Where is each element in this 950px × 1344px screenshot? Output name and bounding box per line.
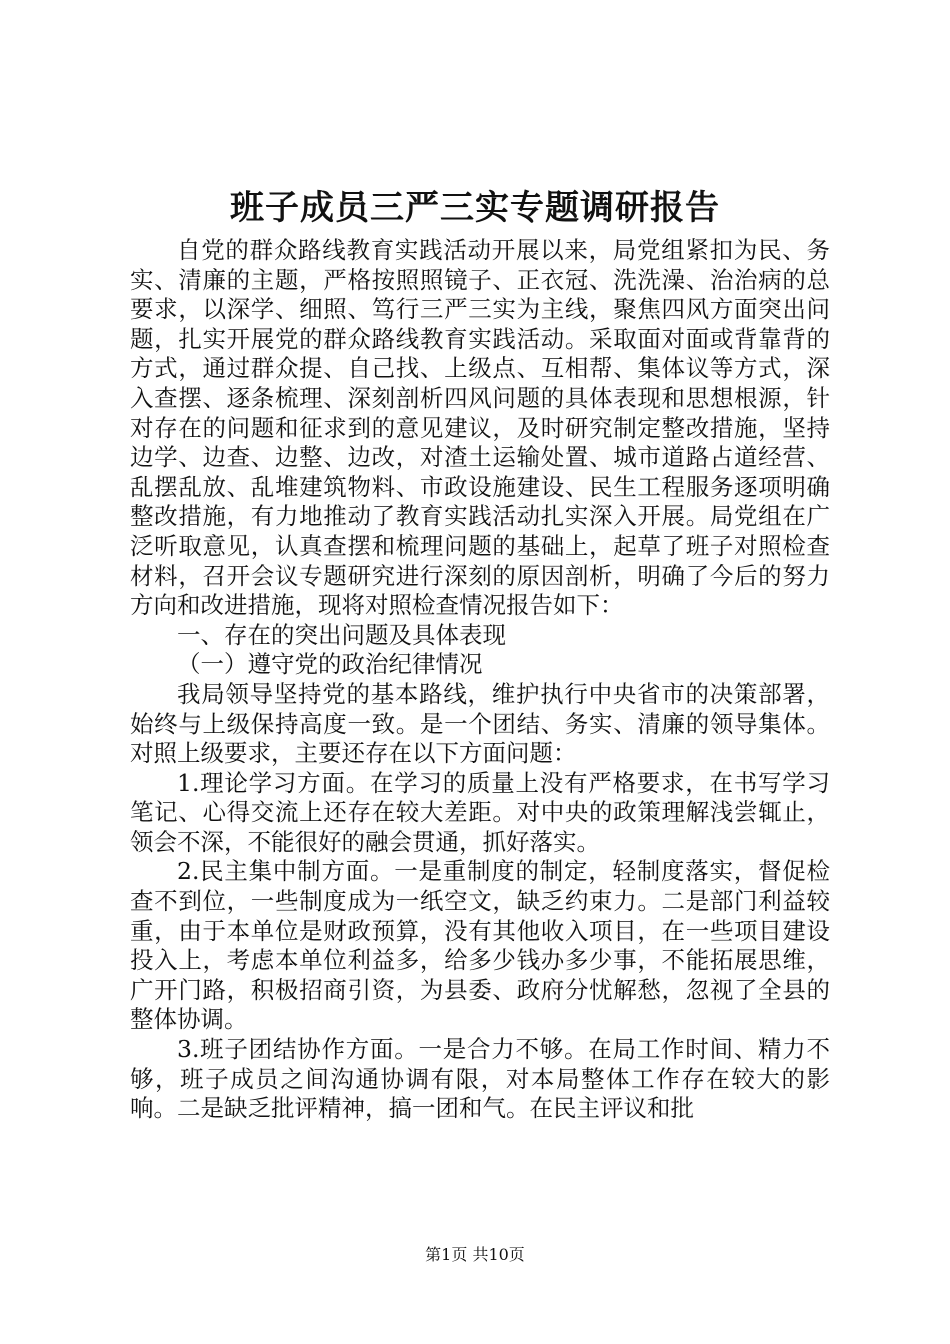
paragraph-intro: 自党的群众路线教育实践活动开展以来，局党组紧扣为民、务实、清廉的主题，严格按照照镜子、正衣冠、洗洗澡、治治病的总要求，以深学、细照、笃行三严三实为主线，聚焦四风方面突出问题，扎实开展党的群众路线教育实践活动。采取面对面或背靠背的方式，通过群众提、自己找、上级点、互相帮、集体议等方式，深入查摆、逐条梳理、深刻剖析四风问题的具体表现和思想根源，针对存在的问题和征求到的意见建议，及时研究制定整改措施，坚持边学、边查、边整、边改，对渣土运输处置、城市道路占道经营、乱摆乱放、乱堆建筑物料、市政设施建设、民生工程服务逐项明确整改措施，有力地推动了教育实践活动扎实深入开展。局党组在广泛听取意见，认真查摆和梳理问题的基础上，起草了班子对照检查材料，召开会议专题研究进行深刻的原因剖析，明确了今后的努力方向和改进措施，现将对照检查情况报告如下：	[130, 236, 830, 620]
paragraph-item-1: 1.理论学习方面。在学习的质量上没有严格要求，在书写学习笔记、心得交流上还存在较大差距。对中央的政策理解浅尝辄止，领会不深，不能很好的融会贯通，抓好落实。	[130, 768, 830, 856]
paragraph-item-3: 3.班子团结协作方面。一是合力不够。在局工作时间、精力不够，班子成员之间沟通协调有限，对本局整体工作存在较大的影响。二是缺乏批评精神，搞一团和气。在民主评议和批	[130, 1035, 830, 1123]
page-number-footer: 第1页 共10页	[425, 1245, 525, 1264]
paragraph: 我局领导坚持党的基本路线，维护执行中央省市的决策部署，始终与上级保持高度一致。是一个团结、务实、清廉的领导集体。对照上级要求，主要还存在以下方面问题：	[130, 679, 830, 768]
document-title: 班子成员三严三实专题调研报告	[230, 188, 720, 228]
subsection-heading: （一）遵守党的政治纪律情况	[177, 650, 483, 679]
paragraph-item-2: 2.民主集中制方面。一是重制度的制定，轻制度落实，督促检查不到位，一些制度成为一纸空文，缺乏约束力。二是部门利益较重，由于本单位是财政预算，没有其他收入项目，在一些项目建设投入上，考虑本单位利益多，给多少钱办多少事，不能拓展思维，广开门路，积极招商引资，为县委、政府分忧解愁，忽视了全县的整体协调。	[130, 857, 830, 1034]
document-body	[130, 236, 830, 1124]
section-heading: 一、存在的突出问题及具体表现	[177, 620, 506, 649]
